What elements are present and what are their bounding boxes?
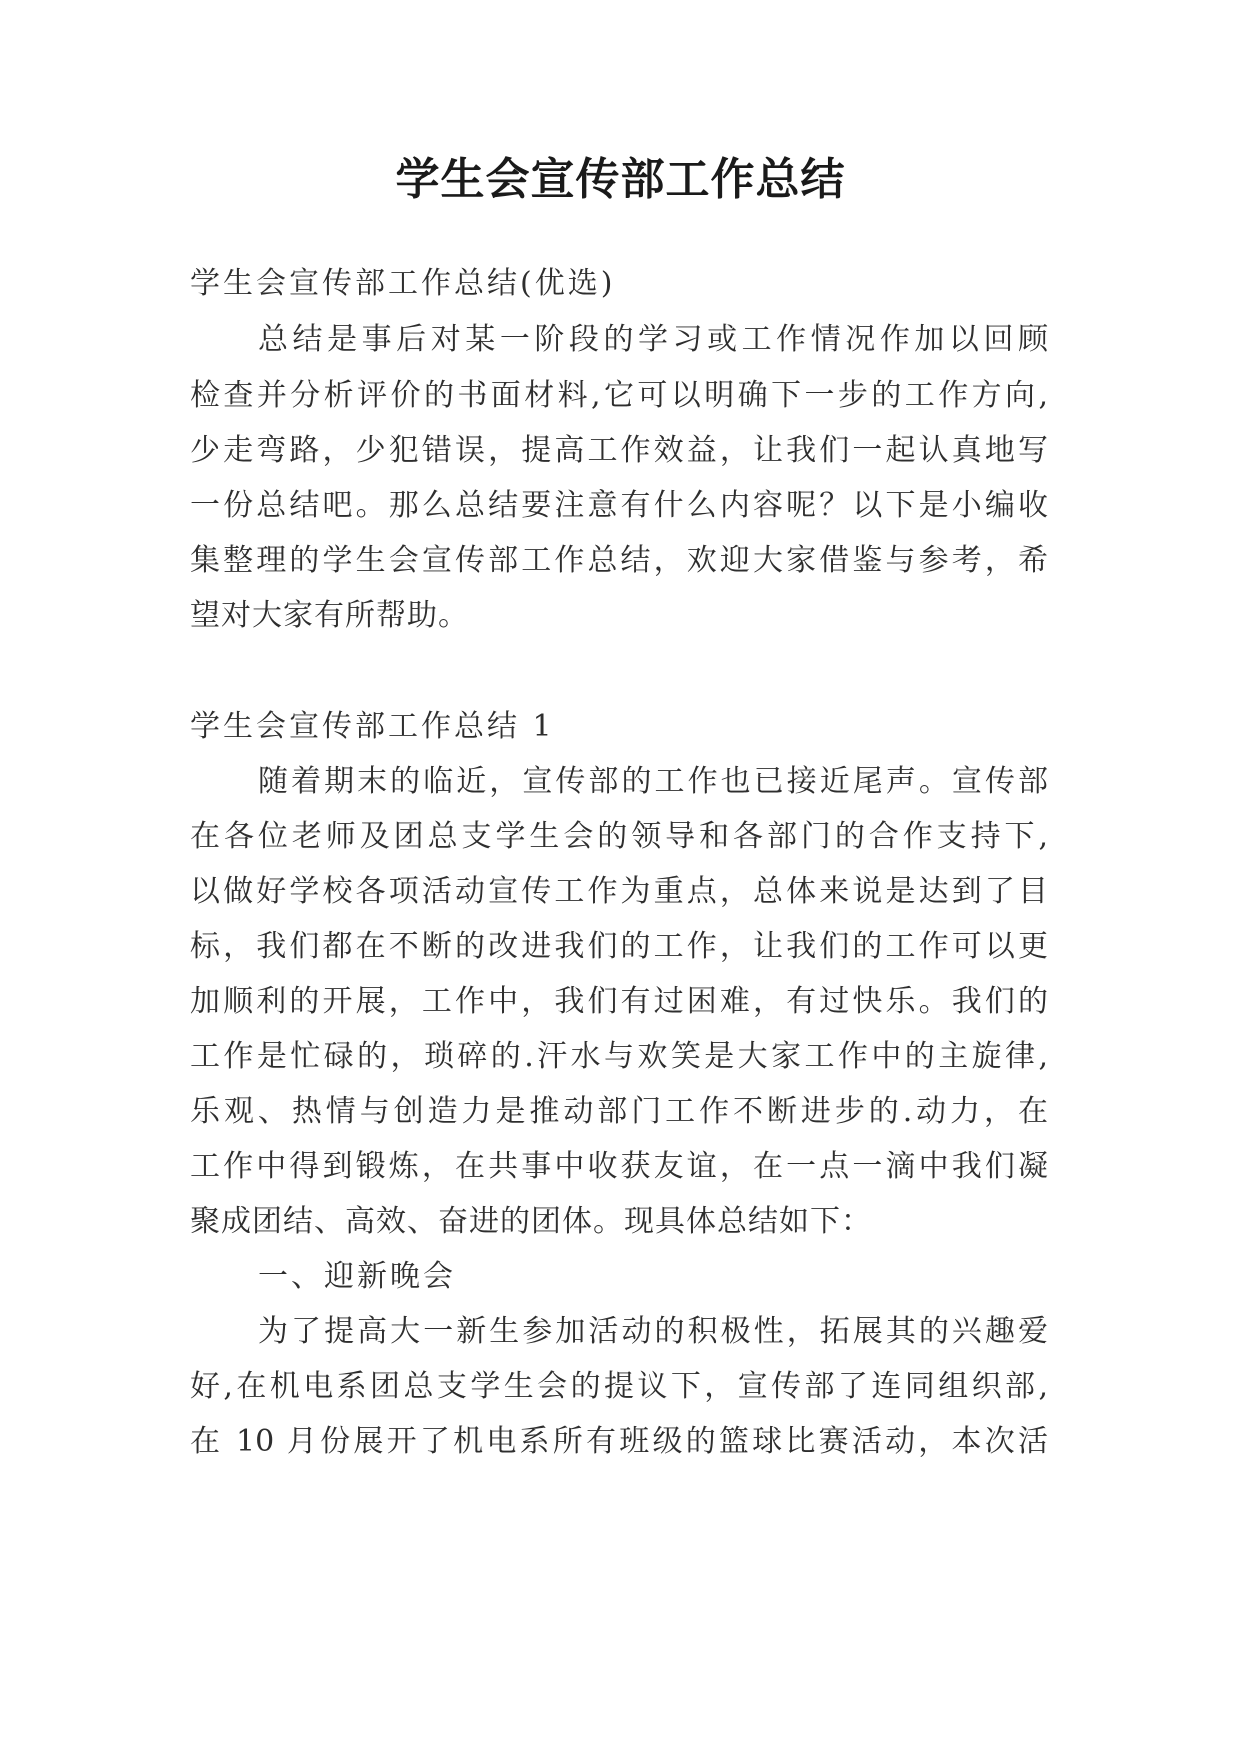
subsection1-line: 在 10 月份展开了机电系所有班级的篮球比赛活动，本次活: [190, 1424, 1048, 1459]
intro-heading: 学生会宣传部工作总结(优选): [190, 266, 616, 301]
section1-line: 工作是忙碌的，琐碎的.汗水与欢笑是大家工作中的主旋律,: [190, 1039, 1048, 1074]
document-title: 学生会宣传部工作总结: [395, 154, 846, 205]
section1-line: 标，我们都在不断的改进我们的工作，让我们的工作可以更: [190, 929, 1048, 964]
intro-line: 集整理的学生会宣传部工作总结，欢迎大家借鉴与参考，希: [190, 543, 1048, 578]
subsection1-line: 为了提高大一新生参加活动的积极性，拓展其的兴趣爱: [258, 1314, 1048, 1349]
intro-line: 一份总结吧。那么总结要注意有什么内容呢？以下是小编收: [190, 488, 1048, 523]
section1-line: 在各位老师及团总支学生会的领导和各部门的合作支持下,: [190, 819, 1048, 854]
intro-line: 少走弯路，少犯错误，提高工作效益，让我们一起认真地写: [190, 433, 1048, 468]
section1-line: 随着期末的临近，宣传部的工作也已接近尾声。宣传部: [258, 764, 1048, 799]
section1-heading: 学生会宣传部工作总结 1: [190, 709, 555, 744]
section1-line: 加顺利的开展，工作中，我们有过困难，有过快乐。我们的: [190, 984, 1048, 1019]
subsection1-line: 好,在机电系团总支学生会的提议下，宣传部了连同组织部,: [190, 1369, 1048, 1404]
subsection1-heading: 一、迎新晚会: [258, 1259, 456, 1294]
section1-line: 以做好学校各项活动宣传工作为重点，总体来说是达到了目: [190, 874, 1048, 909]
intro-line: 总结是事后对某一阶段的学习或工作情况作加以回顾: [258, 322, 1048, 357]
section1-line: 乐观、热情与创造力是推动部门工作不断进步的.动力，在: [190, 1094, 1048, 1129]
section1-line: 聚成团结、高效、奋进的团体。现具体总结如下：: [190, 1204, 872, 1239]
intro-line: 望对大家有所帮助。: [190, 598, 469, 633]
intro-line: 检查并分析评价的书面材料,它可以明确下一步的工作方向,: [190, 378, 1048, 413]
section1-line: 工作中得到锻炼，在共事中收获友谊，在一点一滴中我们凝: [190, 1149, 1048, 1184]
